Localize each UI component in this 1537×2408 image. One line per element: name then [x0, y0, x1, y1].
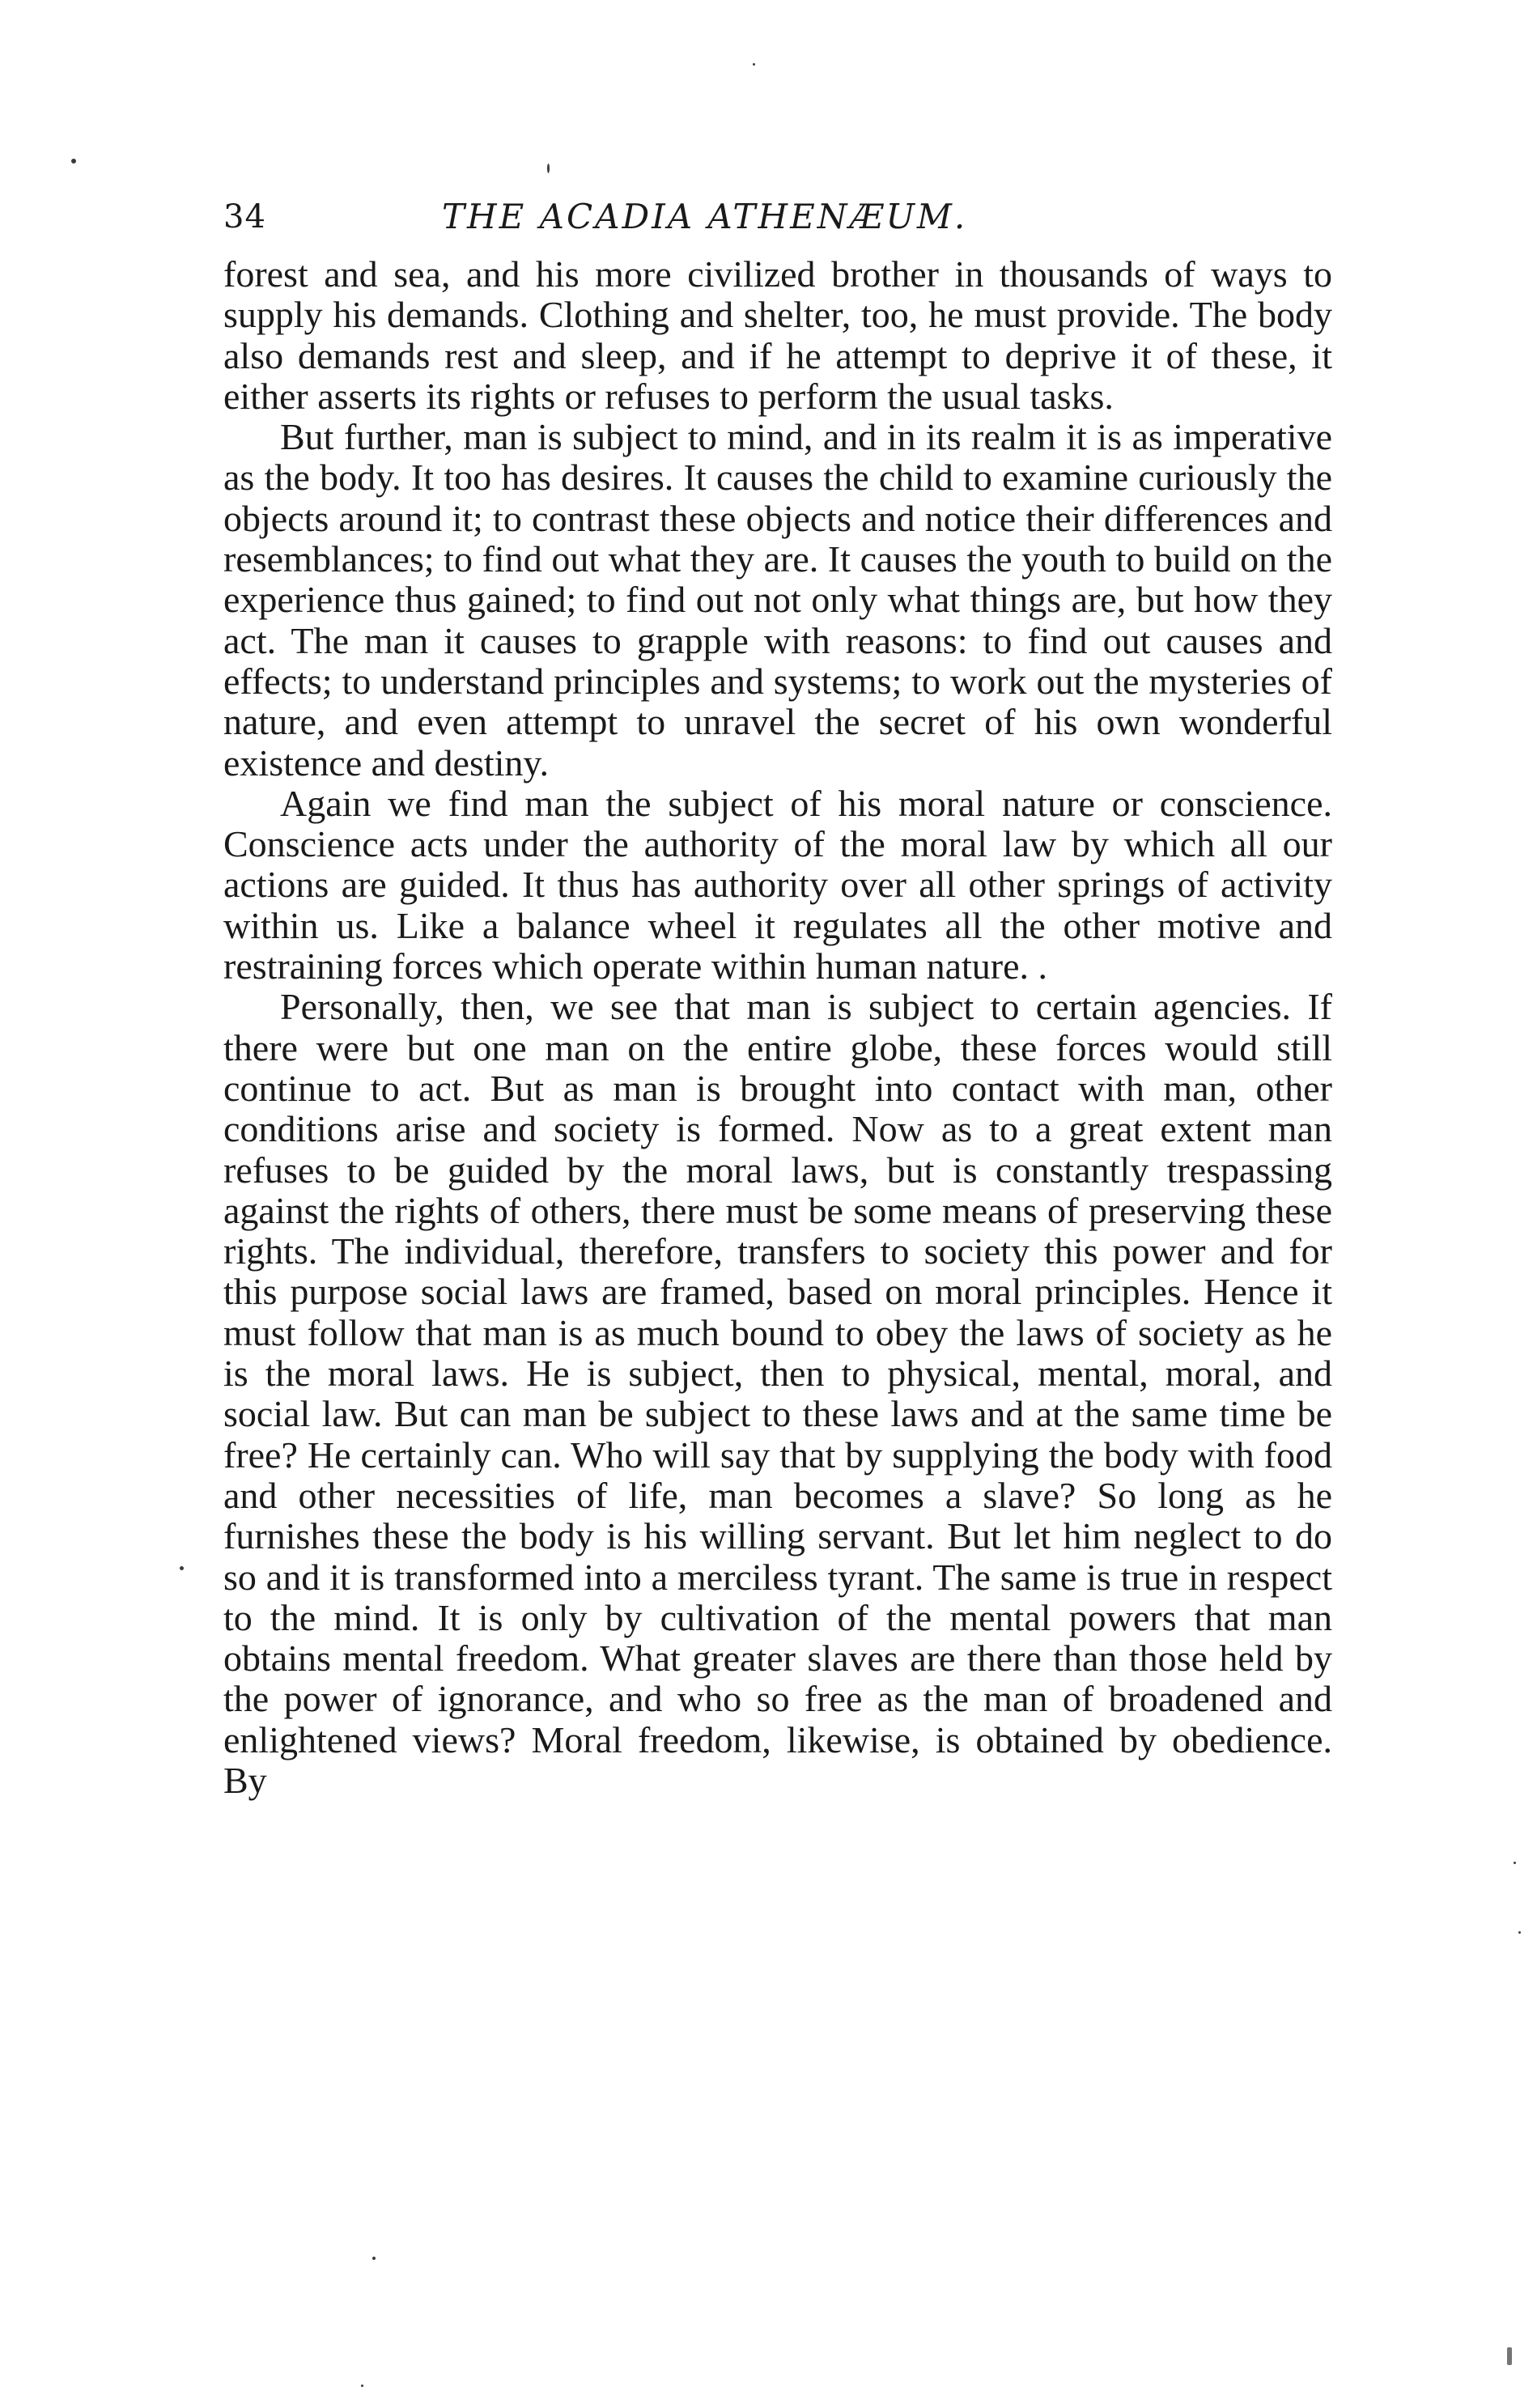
scan-speck	[372, 2257, 376, 2260]
journal-title: THE ACADIA ATHENÆUM.	[442, 197, 968, 236]
running-head	[223, 191, 1332, 243]
scan-speck	[361, 2385, 363, 2387]
paragraph-society: Personally, then, we see that man is subject to certain agencies. If there were but one man on the entire globe, these forces would still continue to act. But as man is brought into contact with man, other conditions arise and society is formed. Now as to a great extent man refuses to be guided by the moral laws, but is constantly trespassing against the rights of others, there must be some means of preserving these rights. The individual, therefore, transfers to society this power and for this purpose social laws are framed, based on moral principles. Hence it must follow that man is as much bound to obey the laws of society as he is the moral laws. He is subject, then to physical, mental, moral, and social law. But can man be subject to these laws and at the same time be free? He certainly can. Who will say that by supplying the body with food and other necessities of life, man becomes a slave? So long as he furnishes these the body is his willing servant. But let him neglect to do so and it is transformed into a merciless tyrant. The same is true in respect to the mind. It is only by cultivation of the mental powers that man obtains mental freedom. What greater slaves are there than those held by the power of ignorance, and who so free as the man of broadened and enlightened views? Moral freedom, likewise, is obtained by obedience. By	[223, 986, 1332, 1801]
paragraph-continuation: forest and sea, and his more civilized brother in thousands of ways to supply his demands. Clothing and shelter, too, he must provide. The body also demands rest and sleep, and if he attempt to deprive it of these, it either asserts its rights or refuses to perform the usual tasks.	[223, 253, 1332, 417]
scan-speck	[1514, 1862, 1516, 1864]
scan-speck	[1518, 1931, 1521, 1934]
paragraph-conscience: Again we find man the subject of his moral nature or conscience. Conscience acts under the authority of the moral law by which all our actions are guided. It thus has authority over all other springs of activity within us. Like a balance wheel it regulates all the other motive and restraining forces which operate within human nature. .	[223, 782, 1332, 987]
paragraph-mind: But further, man is subject to mind, and in its realm it is as imperative as the body. It too has desires. It causes the child to examine curiously the objects around it; to contrast these objects and notice their differences and resemblances; to find out what they are. It causes the youth to build on the experience thus gained; to find out not only what things are, but how they act. The man it causes to grapple with reasons: to find out causes and effects; to understand principles and systems; to work out the mysteries of nature, and even attempt to unravel the secret of his own wonderful existence and destiny.	[223, 416, 1332, 784]
scan-speck	[71, 159, 76, 164]
scan-speck	[180, 1566, 184, 1570]
scan-speck	[753, 63, 755, 66]
page-number: 34	[223, 198, 266, 236]
document-page	[223, 191, 1332, 1801]
scan-speck	[547, 164, 550, 173]
article-body	[223, 254, 1332, 1801]
scan-speck	[1507, 2347, 1512, 2365]
